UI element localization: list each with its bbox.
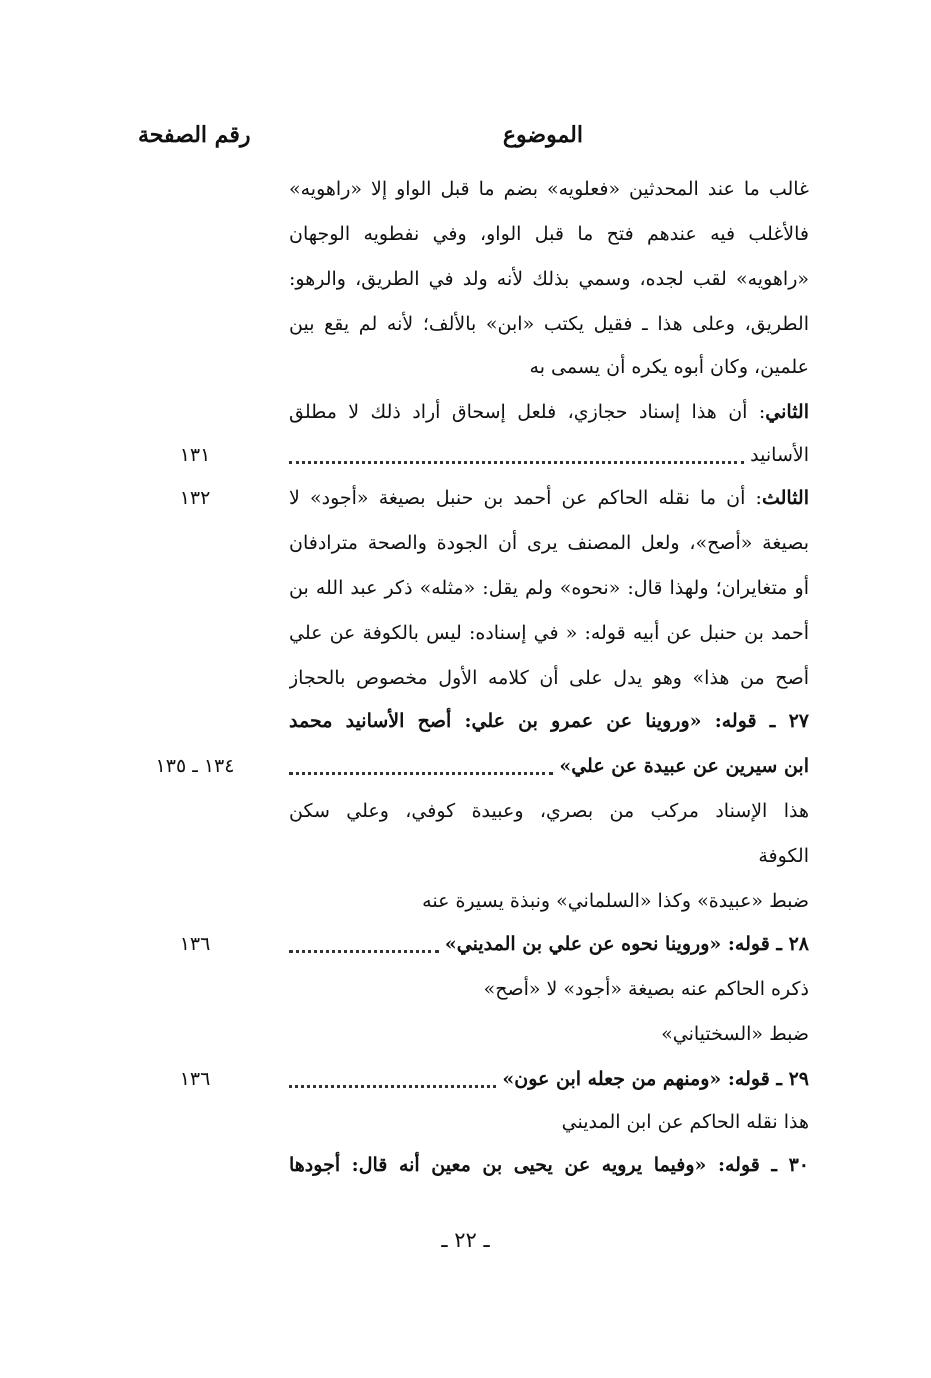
entry-line-with-leader xyxy=(289,433,809,477)
page-reference: ١٣١ xyxy=(179,444,211,466)
page-footer-number: ـ ٢٢ ـ xyxy=(441,1228,490,1252)
dot-leader xyxy=(289,950,439,953)
text-line: هذا نقله الحاكم عن ابن المديني xyxy=(561,1111,809,1133)
page-reference: ١٣٤ ـ ١٣٥ xyxy=(155,755,235,777)
lead-word: الثاني xyxy=(765,401,809,423)
text-line: غالب ما عند المحدثين «فعلويه» بضم ما قبل الواو إلا «راهويه» xyxy=(289,178,809,200)
entry-text: ٢٩ ـ قوله: «ومنهم من جعله ابن عون» xyxy=(502,1068,809,1090)
text-line: ضبط «السختياني» xyxy=(661,1023,809,1045)
dot-leader xyxy=(289,461,744,464)
text-line: الطريق، وعلى هذا ـ فقيل يكتب «ابن» بالألف؛ لأنه لم يقع بين xyxy=(289,313,809,335)
entry-text: ٢٨ ـ قوله: «وروينا نحوه عن علي بن المديني» xyxy=(444,933,809,955)
text-line: الكوفة xyxy=(758,845,809,867)
dot-leader xyxy=(289,1085,496,1088)
entry-line-with-leader xyxy=(289,744,809,788)
topic-column-header: الموضوع xyxy=(502,122,583,148)
text-line: الثالث: أن ما نقله الحاكم عن أحمد بن حنبل بصيغة «أجود» لا xyxy=(289,487,809,509)
entry-text: ابن سيرين عن عبيدة عن علي» xyxy=(559,755,809,777)
text-line: بصيغة «أصح»، ولعل المصنف يرى أن الجودة والصحة مترادفان xyxy=(289,532,809,554)
entry-heading: ٢٧ ـ قوله: «وروينا عن عمرو بن علي: أصح الأسانيد محمد xyxy=(289,710,809,732)
text-line: ضبط «عبيدة» وكذا «السلماني» ونبذة يسيرة عنه xyxy=(422,890,809,912)
text-line: أصح من هذا» وهو يدل على أن كلامه الأول مخصوص بالحجاز xyxy=(289,667,809,689)
entry-heading: ٣٠ ـ قوله: «وفيما يرويه عن يحيى بن معين أنه قال: أجودها xyxy=(289,1154,809,1176)
text-line: فالأغلب فيه عندهم فتح ما قبل الواو، وفي نفطويه الوجهان xyxy=(289,223,809,245)
text-line: أو متغايران؛ ولهذا قال: «نحوه» ولم يقل: «مثله» ذكر عبد الله بن xyxy=(289,577,809,599)
text-line: ذكره الحاكم عنه بصيغة «أجود» لا «أصح» xyxy=(483,978,809,1000)
entry-text: الأسانيد xyxy=(750,444,809,466)
text-line: أحمد بن حنبل عن أبيه قوله: « في إسناده: ليس بالكوفة عن علي xyxy=(289,622,809,644)
lead-word: الثالث xyxy=(761,487,809,509)
text-line: هذا الإسناد مركب من بصري، وعبيدة كوفي، وعلي سكن xyxy=(289,800,809,822)
text-line: «راهويه» لقب لجده، وسمي بذلك لأنه ولد في الطريق، والرهو: xyxy=(289,268,809,290)
entry-line-with-leader xyxy=(289,1057,809,1101)
text-line: علمين، وكان أبوه يكره أن يسمى به xyxy=(529,356,809,378)
entry-line-with-leader xyxy=(289,922,809,966)
text-line: الثاني: أن هذا إسناد حجازي، فلعل إسحاق أراد ذلك لا مطلق xyxy=(289,401,809,423)
page-reference: ١٣٦ xyxy=(179,1068,211,1090)
page-reference: ١٣٢ xyxy=(179,487,211,509)
page-number-column-header: رقم الصفحة xyxy=(138,122,251,148)
dot-leader xyxy=(289,772,553,775)
page-reference: ١٣٦ xyxy=(179,933,211,955)
